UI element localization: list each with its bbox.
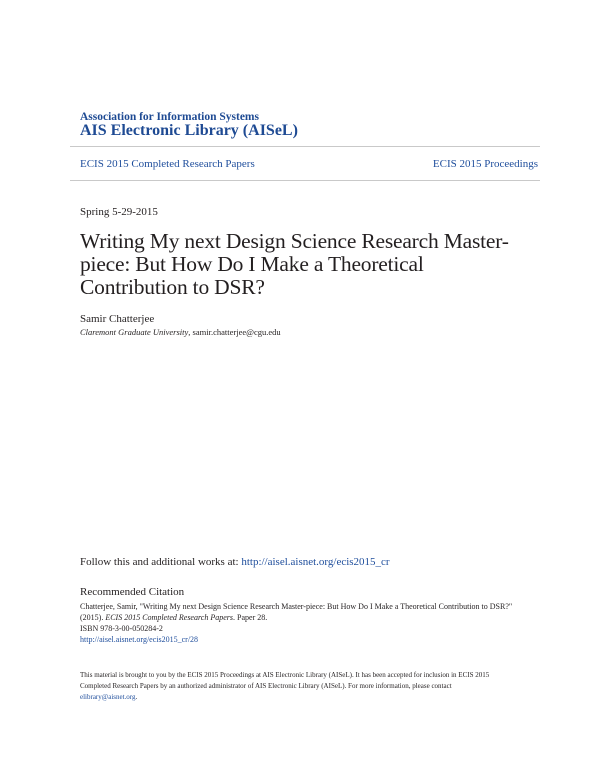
citation-line <box>80 612 530 623</box>
affiliation-email: , samir.chatterjee@cgu.edu <box>188 327 281 337</box>
citation-line: Chatterjee, Samir, "Writing My next Design Science Research Master-piece: But How Do I Make a Theoretical Contribution to DSR?" <box>80 602 513 611</box>
citation-body <box>80 601 530 645</box>
citation-isbn: ISBN 978-3-00-050284-2 <box>80 624 163 633</box>
library-name[interactable]: AIS Electronic Library (AISeL) <box>80 122 298 139</box>
paper-title <box>80 230 510 299</box>
footer-notice <box>80 670 530 703</box>
proceedings-link[interactable]: ECIS 2015 Proceedings <box>432 158 538 170</box>
footer-punctuation: . <box>135 693 138 701</box>
contact-email-link[interactable]: elibrary@aisnet.org <box>80 693 136 701</box>
follow-line <box>80 556 390 568</box>
title-line: Writing My next Design Science Research Master- <box>80 229 509 253</box>
follow-text: Follow this and additional works at: <box>80 556 242 568</box>
citation-url[interactable]: http://aisel.aisnet.org/ecis2015_cr/28 <box>80 635 199 644</box>
top-divider <box>70 146 540 147</box>
footer-line: This material is brought to you by the ECIS 2015 Proceedings at AIS Electronic Library (AISeL). It has been accepted for inclusion in ECIS 2015 <box>80 671 490 679</box>
title-line: piece: But How Do I Make a Theoretical <box>80 252 424 276</box>
author-name: Samir Chatterjee <box>80 313 155 325</box>
bottom-divider <box>70 180 540 181</box>
author-affiliation <box>80 327 281 337</box>
citation-heading: Recommended Citation <box>80 586 185 598</box>
org-name: Association for Information Systems <box>80 111 259 123</box>
title-line: Contribution to DSR? <box>80 275 265 299</box>
affiliation-institution: Claremont Graduate University <box>80 327 189 337</box>
citation-paper: . Paper 28. <box>233 613 268 622</box>
publication-date: Spring 5-29-2015 <box>80 206 158 218</box>
footer-line: Completed Research Papers by an authorized administrator of AIS Electronic Library (AISeL). For more information, please contact <box>80 682 452 690</box>
collection-link[interactable]: ECIS 2015 Completed Research Papers <box>80 158 255 170</box>
follow-link[interactable]: http://aisel.aisnet.org/ecis2015_cr <box>241 556 390 568</box>
citation-series: ECIS 2015 Completed Research Papers <box>105 613 234 622</box>
citation-year: (2015). <box>80 613 106 622</box>
